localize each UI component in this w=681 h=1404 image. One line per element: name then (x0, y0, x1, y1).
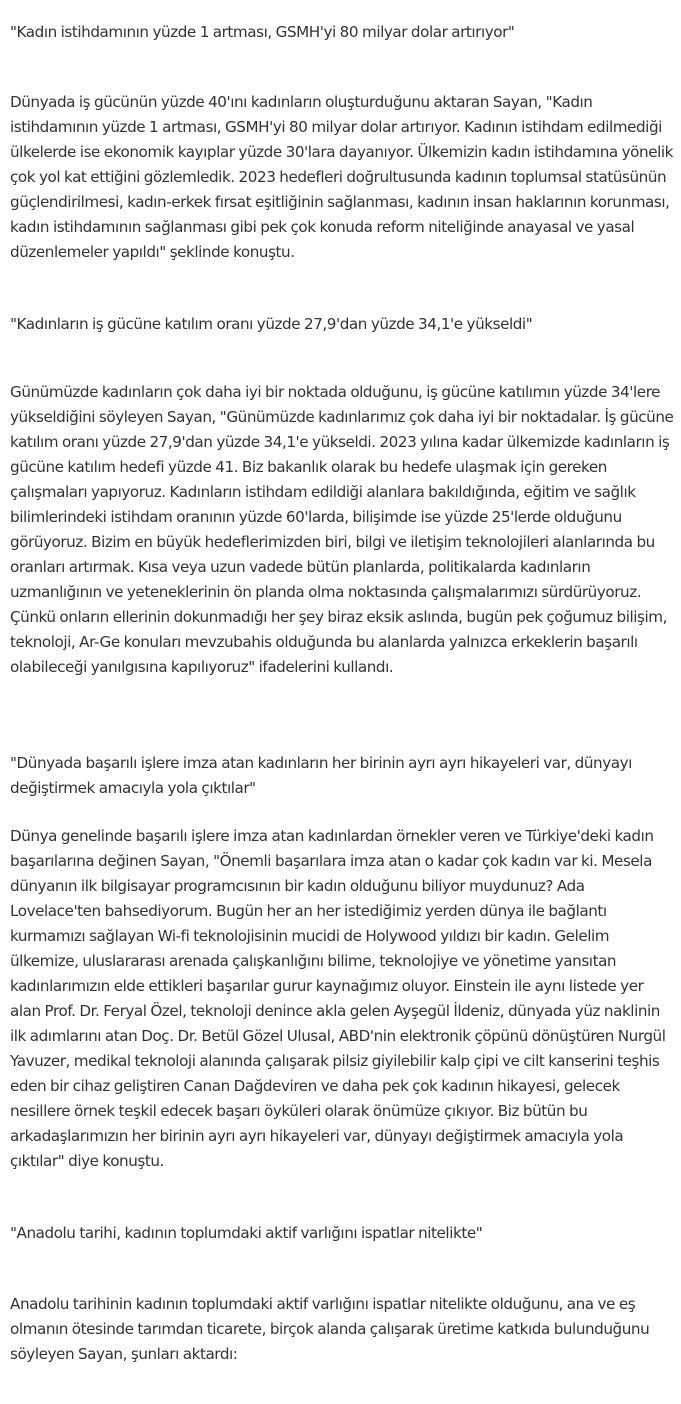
quote-heading: "Dünyada başarılı işlere imza atan kadınların her birinin ayrı ayrı hikayeleri var, dünyayı değiştirmek amacıyla yola çıktılar" (10, 754, 632, 797)
quote-heading: "Kadın istihdamının yüzde 1 artması, GSMH'yi 80 milyar dolar artırıyor" (10, 23, 515, 41)
quote-heading: "Kadınların iş gücüne katılım oranı yüzde 27,9'dan yüzde 34,1'e yükseldi" (10, 315, 533, 333)
article-paragraph: Günümüzde kadınların çok daha iyi bir noktada olduğunu, iş gücüne katılımın yüzde 34'lere yükseldiğini söyleyen Sayan, "Günümüzde kadınlarımız çok daha iyi bir noktadalar. İş gücüne katılım oranı yüzde 27,9'dan yüzde 34,1'e yükseldi. 2023 yılına kadar ülkemizde kadınların iş gücüne katılım hedefi yüzde 41. Biz bakanlık olarak bu hedefe ulaşmak için gereken çalışmaları yapıyoruz. Kadınların istihdam edildiği alanlara bakıldığında, eğitim ve sağlık bilimlerindeki istihdam oranının yüzde 60'larda, bilişimde ise yüzde 25'lerde olduğunu görüyoruz. Bizim en büyük hedeflerimizden biri, bilgi ve iletişim teknolojileri alanlarında bu oranları artırmak. Kısa veya uzun vadede bütün planlarda, politikalarda kadınların uzmanlığının ve yeteneklerinin ön planda olma noktasında çalışmalarımızı sürdürüyoruz. Çünkü onların ellerinin dokunmadığı her şey biraz eksik aslında, bugün pek çoğumuz bilişim, teknoloji, Ar-Ge konuları mevzubahis olduğunda bu alanlarda yalnızca erkeklerin başarılı olabileceği yanılgısına kapılıyoruz" ifadelerini kullandı. (10, 383, 674, 676)
article-paragraph: Dünya genelinde başarılı işlere imza atan kadınlardan örnekler veren ve Türkiye'deki kadın başarılarına değinen Sayan, "Önemli başarılara imza atan o kadar çok kadın var ki. Mesela dünyanın ilk bilgisayar programcısının bir kadın olduğunu biliyor muydunuz? Ada Lovelace'ten bahsediyorum. Bugün her an her istediğimiz yerden dünya ile bağlantı kurmamızı sağlayan Wi-fi teknolojisinin mucidi de Holywood yıldızı bir kadın. Gelelim ülkemize, uluslararası arenada çalışkanlığını bilime, teknolojiye ve yönetime yansıtan kadınlarımızın elde ettikleri başarılar gurur kaynağımız oluyor. Einstein ile aynı listede yer alan Prof. Dr. Feryal Özel, teknoloji denince akla gelen Ayşegül İldeniz, dünyada yüz naklinin ilk adımlarını atan Doç. Dr. Betül Gözel Ulusal, ABD'nin elektronik çöpünü dönüştüren Nurgül Yavuzer, medikal teknoloji alanında çalışarak pilsiz giyilebilir kalp çipi ve cilt kanserini teşhis eden bir cihaz geliştiren Canan Dağdeviren ve daha pek çok kadının hikayesi, gelecek nesillere örnek teşkil edecek başarı öyküleri olarak önümüze çıkıyor. Biz bütün bu arkadaşlarımızın her birinin ayrı ayrı hikayeleri var, dünyayı değiştirmek amacıyla yola çıktılar" diye konuştu. (10, 827, 666, 1170)
article-paragraph: Anadolu tarihinin kadının toplumdaki aktif varlığını ispatlar nitelikte olduğunu, ana ve eş olmanın ötesinde tarımdan ticarete, birçok alanda çalışarak üretime katkıda bulunduğunu söyleyen Sayan, şunları aktardı: (10, 1295, 650, 1363)
article-paragraph: Dünyada iş gücünün yüzde 40'ını kadınların oluşturduğunu aktaran Sayan, "Kadın istihdamının yüzde 1 artması, GSMH'yi 80 milyar dolar artırıyor. Kadının istihdam edilmediği ülkelerde ise ekonomik kayıplar yüzde 30'lara dayanıyor. Ülkemizin kadın istihdamına yönelik çok yol kat ettiğini gözlemledik. 2023 hedefleri doğrultusunda kadının toplumsal statüsünün güçlendirilmesi, kadın-erkek fırsat eşitliğinin sağlanması, kadının insan haklarının korunması, kadın istihdamının sağlanması gibi pek çok konuda reform niteliğinde anayasal ve yasal düzenlemeler yapıldı" şeklinde konuştu. (10, 93, 673, 261)
quote-heading: "Anadolu tarihi, kadının toplumdaki aktif varlığını ispatlar nitelikte" (10, 1224, 483, 1242)
